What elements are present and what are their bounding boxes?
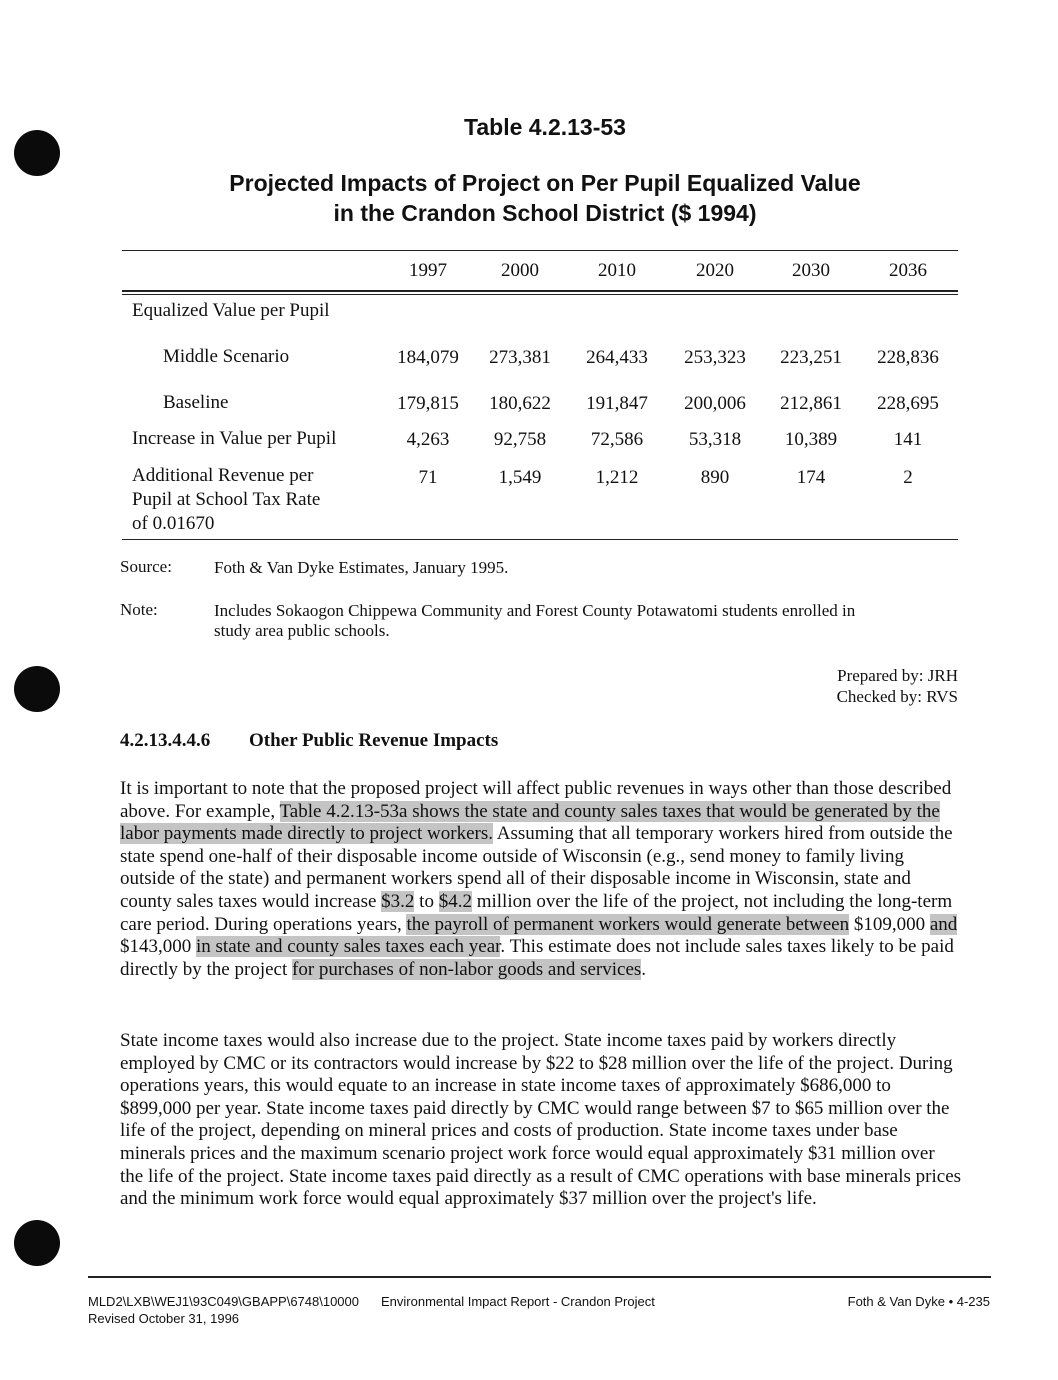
para1-text: to — [414, 890, 439, 912]
table-header-rule-2 — [122, 294, 958, 295]
row-label — [132, 464, 320, 536]
footer-firm: Foth & Van Dyke — [847, 1294, 945, 1309]
note-text — [214, 601, 855, 641]
cell-value: 72,586 — [590, 429, 644, 450]
para1-text: It is important to note that the proposed project will affect public revenues in ways other than those described above. For example, — [120, 778, 952, 822]
paragraph-2: State income taxes would also increase due to the project. State income taxes paid by workers directly employed by CMC or its contractors would increase by $22 to $28 million over the life of the project. During operations years, this would equate to an increase in state income taxes of approximately $686,000 to $899,000 per year. State income taxes paid directly by CMC would range between $7 to $65 million over the life of the project, depending on mineral prices and costs of production. State income taxes under base minerals prices and the maximum scenario project work force would equal approximately $31 million over the life of the project. State income taxes paid directly as a result of CMC operations with base minerals prices and the minimum work force would equal approximately $37 million over the project's life. — [120, 1030, 962, 1210]
note-line: Includes Sokaogon Chippewa Community and Forest County Potawatomi students enrolled in — [214, 601, 856, 620]
cell-value: 184,079 — [397, 347, 459, 368]
checked-by: Checked by: RVS — [836, 687, 958, 706]
table-top-rule — [122, 250, 958, 251]
table-title: Table 4.2.13-53 — [464, 114, 626, 140]
cell-value: 180,622 — [489, 393, 551, 414]
section-number: 4.2.13.4.4.6 — [120, 730, 211, 751]
para1-text: $143,000 — [120, 936, 196, 958]
section-label: Equalized Value per Pupil — [132, 300, 330, 321]
cell-value: 53,318 — [688, 429, 742, 450]
cell-value: 264,433 — [586, 347, 648, 368]
paragraph-1 — [120, 778, 962, 981]
cell-value: 273,381 — [489, 347, 551, 368]
highlighted-text: and — [929, 913, 958, 935]
year-2036: 2036 — [889, 260, 927, 281]
table-bottom-rule — [122, 539, 958, 540]
footer-revised: Revised October 31, 1996 — [88, 1311, 240, 1326]
year-1997: 1997 — [409, 260, 447, 281]
cell-value: 228,695 — [877, 393, 939, 414]
highlighted-text: $3.2 — [381, 890, 415, 912]
highlighted-text: in state and county sales taxes each year — [196, 936, 501, 958]
cell-value: 253,323 — [684, 347, 746, 368]
table-header-rule-1 — [122, 290, 958, 292]
cell-value: 228,836 — [877, 347, 939, 368]
para1-text: $109,000 — [849, 913, 930, 935]
para1-text: million over the life of the project, not including the long-term care period. During operations years, — [120, 890, 953, 935]
table-subtitle — [16, 168, 1058, 228]
cell-value: 1,549 — [498, 467, 542, 488]
cell-value: 92,758 — [493, 429, 547, 450]
year-2000: 2000 — [501, 260, 539, 281]
cell-value: 179,815 — [397, 393, 459, 414]
highlighted-text: Table 4.2.13-53a shows the state and county sales taxes that would be generated by the labor payments made directly to project workers. — [120, 800, 940, 845]
footer-report: Environmental Impact Report - Crandon Project — [381, 1294, 655, 1309]
highlighted-text: the payroll of permanent workers would generate between — [406, 913, 850, 935]
year-2010: 2010 — [598, 260, 636, 281]
cell-value: 4,263 — [406, 429, 450, 450]
cell-value: 174 — [796, 467, 826, 488]
cell-value: 71 — [418, 467, 438, 488]
binder-hole-middle — [14, 666, 60, 712]
cell-value: 890 — [700, 467, 730, 488]
row-label: Increase in Value per Pupil — [132, 428, 337, 449]
footer-page — [848, 1294, 990, 1309]
highlighted-text: for purchases of non-labor goods and services — [292, 958, 642, 980]
highlighted-text: $4.2 — [438, 890, 472, 912]
prepared-by: Prepared by: JRH — [837, 666, 958, 685]
para1-text: . This estimate does not include sales taxes likely to be paid directly by the project — [120, 936, 954, 980]
binder-hole-bottom — [14, 1220, 60, 1266]
source-label: Source: — [120, 557, 172, 576]
note-line: study area public schools. — [214, 621, 390, 640]
year-2030: 2030 — [792, 260, 830, 281]
cell-value: 1,212 — [595, 467, 639, 488]
cell-value: 223,251 — [780, 347, 842, 368]
footer-page-number: 4-235 — [956, 1294, 990, 1309]
row-label: Baseline — [163, 392, 229, 413]
footer-rule — [88, 1276, 991, 1278]
row-label-line: Pupil at School Tax Rate — [132, 489, 321, 510]
cell-value: 212,861 — [780, 393, 842, 414]
footer-bullet: • — [948, 1294, 954, 1309]
source-text: Foth & Van Dyke Estimates, January 1995. — [214, 558, 509, 577]
row-label: Middle Scenario — [163, 346, 290, 367]
section-title: Other Public Revenue Impacts — [249, 730, 499, 751]
year-2020: 2020 — [696, 260, 734, 281]
row-label-line: Additional Revenue per — [132, 465, 314, 486]
cell-value: 2 — [903, 467, 913, 488]
note-label: Note: — [120, 600, 158, 619]
para1-text: . — [641, 958, 647, 980]
table-subtitle-line2: in the Crandon School District ($ 1994) — [333, 200, 757, 226]
cell-value: 141 — [893, 429, 923, 450]
cell-value: 191,847 — [586, 393, 648, 414]
row-label-line: of 0.01670 — [132, 513, 215, 534]
cell-value: 200,006 — [684, 393, 746, 414]
para1-text: Assuming that all temporary workers hired from outside the state spend one-half of their disposable income outside of Wisconsin (e.g., send money to family living outside of the state) and permanent workers spend all of their disposable income in Wisconsin, state and county sales taxes would increase — [120, 823, 953, 912]
cell-value: 10,389 — [784, 429, 838, 450]
footer-path: MLD2\LXB\WEJ1\93C049\GBAPP\6748\10000 — [88, 1294, 359, 1309]
table-subtitle-line1: Projected Impacts of Project on Per Pupil Equalized Value — [229, 170, 861, 196]
